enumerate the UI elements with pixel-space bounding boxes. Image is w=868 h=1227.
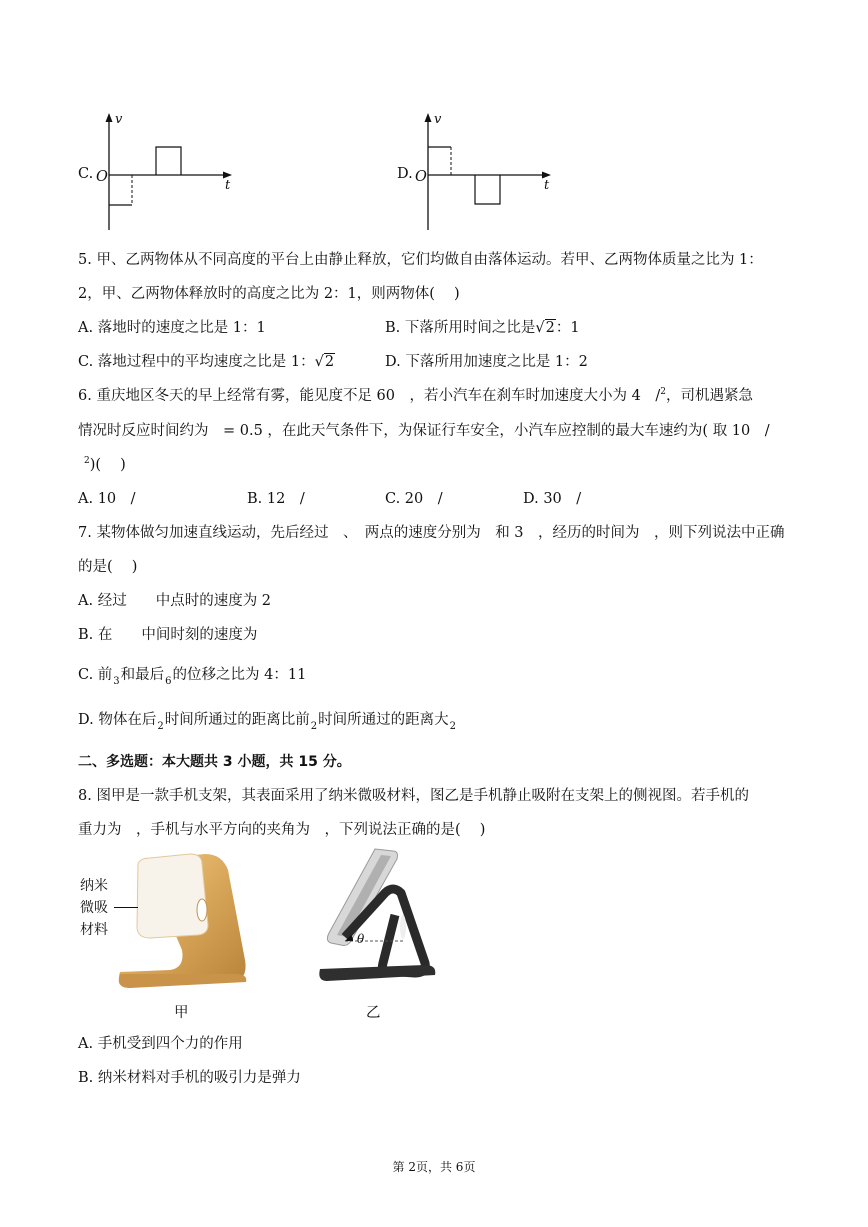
figure-caption-yi: 乙 — [366, 1005, 381, 1021]
phone-on-stand-photo-yi — [315, 845, 445, 985]
q7-stem-line2: 的是( ) — [78, 559, 138, 575]
q5-option-a: A. 落地时的速度之比是 1：1 — [78, 320, 266, 336]
q8-option-a: A. 手机受到四个力的作用 — [78, 1036, 243, 1052]
phone-stand-photo-jia — [110, 850, 250, 995]
q6-option-b: B. 12 / — [247, 491, 305, 507]
q6-option-c: C. 20 / — [385, 491, 443, 507]
angle-theta-label: θ — [357, 932, 365, 946]
q5-stem-line2: 2，甲、乙两物体释放时的高度之比为 2：1，则两物体( ) — [78, 286, 460, 302]
axis-v-label-c: v — [115, 112, 123, 127]
label-leader-line — [114, 907, 138, 908]
q5-option-c: C. 落地过程中的平均速度之比是 1：√2 — [78, 354, 335, 370]
option-d-label: D. — [397, 166, 413, 182]
q5-option-d: D. 下落所用加速度之比是 1：2 — [385, 354, 588, 370]
axis-t-label-c: t — [225, 178, 231, 193]
origin-label-c: O — [96, 169, 108, 185]
q6-stem-line1: 6. 重庆地区冬天的早上经常有雾，能见度不足 60 ，若小汽车在刹车时加速度大小为 4 /$^2$，司机遇紧急 — [78, 387, 753, 404]
q8-stem-line1: 8. 图甲是一款手机支架，其表面采用了纳米微吸材料，图乙是手机静止吸附在支架上的侧视图。若手机的 — [78, 788, 749, 804]
q7-stem-line1: 7. 某物体做匀加速直线运动，先后经过 、 两点的速度分别为 和 3 ，经历的时间为 ，则下列说法中正确 — [78, 525, 785, 541]
axis-t-label-d: t — [544, 178, 550, 193]
nano-material-label: 纳米 微吸 材料 — [80, 878, 108, 938]
q6-stem-line2: 情况时反应时间约为 = 0.5 ，在此天气条件下，为保证行车安全，小汽车应控制的最大车速约为( 取 10 / — [78, 423, 770, 439]
q5-option-b: B. 下落所用时间之比是√2：1 — [385, 320, 580, 336]
q8-option-b: B. 纳米材料对手机的吸引力是弹力 — [78, 1070, 301, 1086]
page-footer: 第 2页，共 6页 — [392, 1160, 476, 1174]
q5-stem-line1: 5. 甲、乙两物体从不同高度的平台上由静止释放，它们均做自由落体运动。若甲、乙两物体质量之比为 1： — [78, 252, 763, 268]
q7-option-d: D. 物体在后$_2$时间所通过的距离比前$_2$时间所通过的距离大$_2$ — [78, 712, 456, 732]
q6-option-a: A. 10 / — [78, 491, 136, 507]
origin-label-d: O — [415, 169, 427, 185]
axis-v-label-d: v — [434, 112, 442, 127]
q6-stem-line3: $^2$)( ) — [84, 456, 126, 473]
q8-stem-line2: 重力为 ，手机与水平方向的夹角为 ，下列说法正确的是( ) — [78, 822, 486, 838]
q7-option-b: B. 在 中间时刻的速度为 — [78, 627, 258, 643]
figure-caption-jia: 甲 — [174, 1005, 189, 1021]
q6-option-d: D. 30 / — [523, 491, 582, 507]
option-c-label: C. — [78, 166, 94, 182]
q7-option-a: A. 经过 中点时的速度为 2 — [78, 593, 272, 609]
q7-option-c: C. 前$_3$和最后$_6$的位移之比为 4：11 — [78, 667, 307, 687]
section-heading-multiple-choice: 二、多选题：本大题共 3 小题，共 15 分。 — [78, 754, 351, 770]
